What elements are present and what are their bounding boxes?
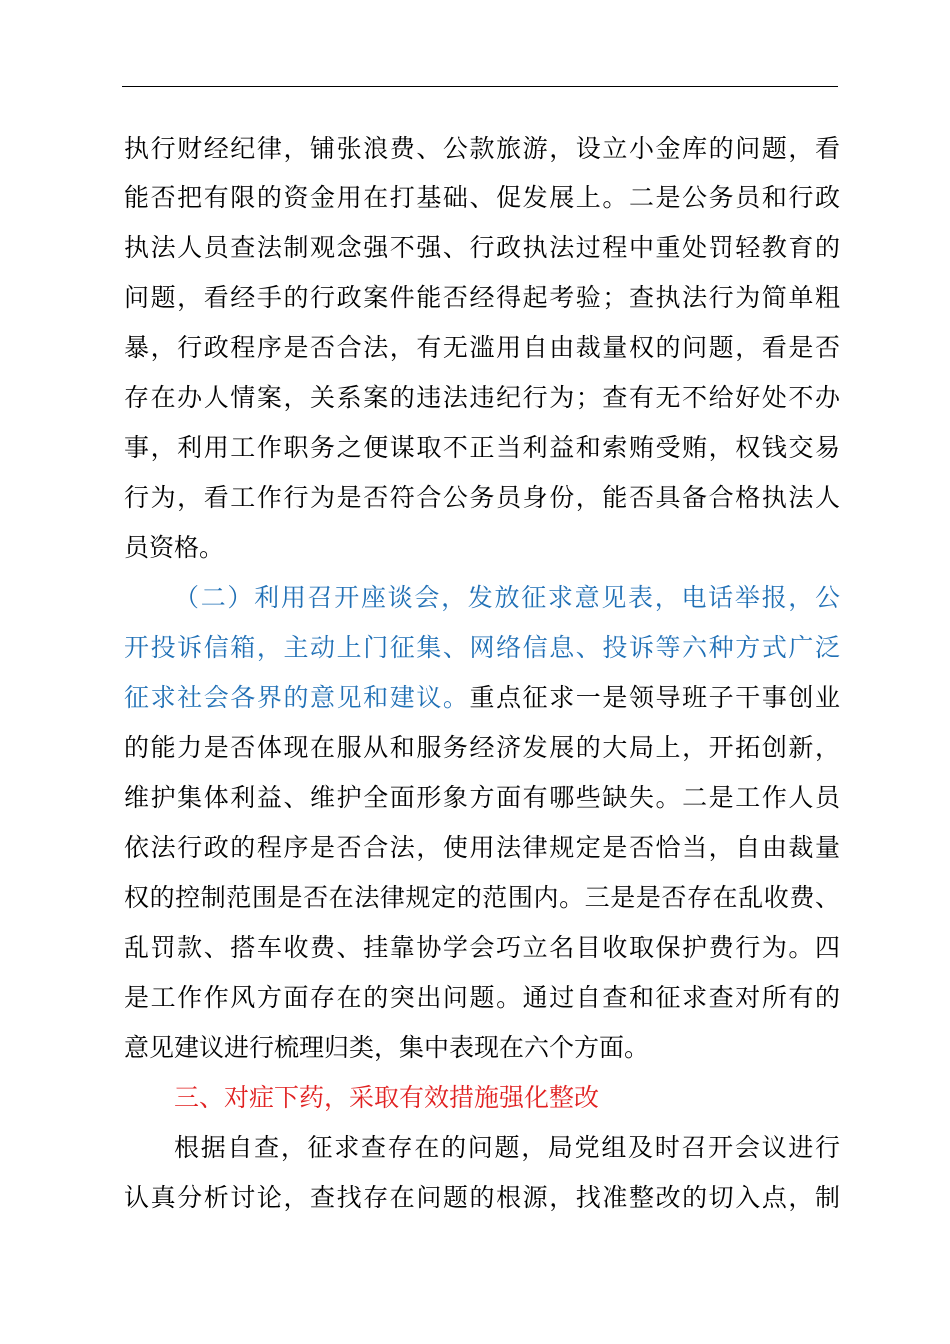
text-span: 员资格。 [124, 533, 225, 562]
text-line-15 [124, 828, 840, 868]
text-line-17 [124, 928, 840, 968]
text-span: 意见建议进行梳理归类，集中表现在六个方面。 [124, 1033, 650, 1062]
text-line-1 [124, 129, 840, 169]
text-span: 依法行政的程序是否合法，使用法律规定是否恰当，自由裁量 [124, 833, 840, 862]
text-span: 是工作作风方面存在的突出问题。通过自查和征求查对所有的 [124, 983, 840, 1012]
text-line-4 [124, 278, 840, 318]
text-line-22 [124, 1178, 840, 1218]
text-line-21 [174, 1128, 840, 1168]
blue-span: 征求社会各界的意见和建议。 [124, 683, 470, 712]
text-span: 根据自查，征求查存在的问题，局党组及时召开会议进行 [174, 1133, 840, 1162]
text-span: 权的控制范围是否在法律规定的范围内。三是是否存在乱收费、 [124, 883, 840, 912]
blue-line-1 [174, 578, 840, 618]
text-span: 行为，看工作行为是否符合公务员身份，能否具备合格执法人 [124, 483, 840, 512]
text-line-3 [124, 228, 840, 268]
text-line-16 [124, 878, 840, 918]
text-span: 开投诉信箱，主动上门征集、网络信息、投诉等六种方式广泛 [124, 633, 840, 662]
text-line-14 [124, 778, 840, 818]
text-span: 能否把有限的资金用在打基础、促发展上。二是公务员和行政 [124, 183, 840, 212]
text-line-18 [124, 978, 840, 1018]
text-line-12 [124, 678, 840, 718]
text-line-5 [124, 328, 840, 368]
text-span: 事，利用工作职务之便谋取不正当利益和索贿受贿，权钱交易 [124, 433, 840, 462]
text-line-6 [124, 378, 840, 418]
text-span: （二）利用召开座谈会，发放征求意见表，电话举报，公 [174, 583, 840, 612]
text-span: 乱罚款、搭车收费、挂靠协学会巧立名目收取保护费行为。四 [124, 933, 840, 962]
text-span: 暴，行政程序是否合法，有无滥用自由裁量权的问题，看是否 [124, 333, 840, 362]
text-span: 三、对症下药，采取有效措施强化整改 [174, 1083, 600, 1112]
text-span: 存在办人情案，关系案的违法违纪行为；查有无不给好处不办 [124, 383, 840, 412]
text-line-8 [124, 478, 840, 518]
section-heading [174, 1078, 840, 1118]
text-line-19 [124, 1028, 840, 1068]
text-line-13 [124, 728, 840, 768]
text-span: 执法人员查法制观念强不强、行政执法过程中重处罚轻教育的 [124, 233, 840, 262]
text-span: 认真分析讨论，查找存在问题的根源，找准整改的切入点，制 [124, 1183, 840, 1212]
text-span: 问题，看经手的行政案件能否经得起考验；查执法行为简单粗 [124, 283, 840, 312]
text-span: 维护集体利益、维护全面形象方面有哪些缺失。二是工作人员 [124, 783, 840, 812]
text-line-9 [124, 528, 840, 568]
text-span: 重点征求一是领导班子干事创业 [469, 683, 840, 712]
blue-line-2 [124, 628, 840, 668]
text-span: 执行财经纪律，铺张浪费、公款旅游，设立小金库的问题，看 [124, 134, 840, 163]
header-rule [122, 86, 838, 87]
text-line-2 [124, 178, 840, 218]
text-line-7 [124, 428, 840, 468]
text-span: 的能力是否体现在服从和服务经济发展的大局上，开拓创新， [124, 733, 840, 762]
